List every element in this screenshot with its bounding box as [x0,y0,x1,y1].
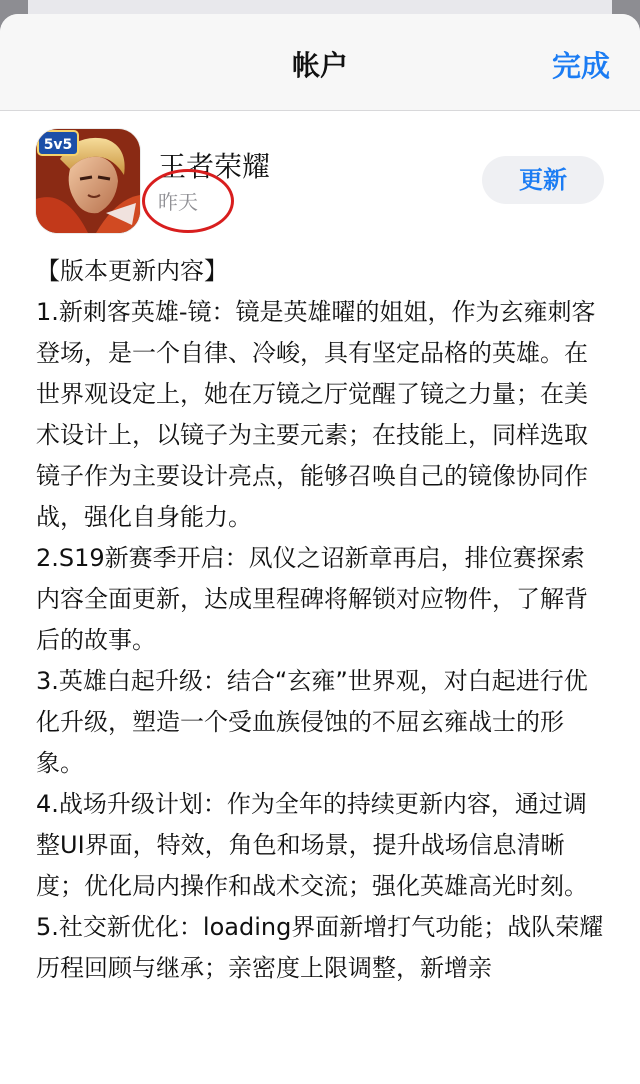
icon-badge-text: 5v5 [43,137,73,153]
app-update-row [0,111,640,251]
release-note-item: 1.新刺客英雄-镜：镜是英雄曜的姐姐，作为玄雍刺客登场，是一个自律、冷峻，具有坚定品格的英雄。在世界观设定上，她在万镜之厅觉醒了镜之力量；在美术设计上，以镜子为主要元素；在技能上，同样选取镜子作为主要设计亮点，能够召唤自己的镜像协同作战，强化自身能力。 [36,298,596,531]
update-button[interactable]: 更新 [482,156,604,204]
page-title: 帐户 [291,49,348,82]
release-note-item: 4.战场升级计划：作为全年的持续更新内容，通过调整UI界面，特效，角色和场景，提升战场信息清晰度；优化局内操作和战术交流；强化英雄高光时刻。 [36,790,588,900]
release-notes [0,251,640,989]
nav-bar [0,14,640,111]
hero-portrait-icon [36,129,140,233]
app-icon[interactable] [36,129,140,233]
release-note-item: 5.社交新优化：loading界面新增打气功能；战队荣耀历程回顾与继承；亲密度上限调整，新增亲 [36,913,604,982]
done-button[interactable]: 完成 [551,49,610,83]
release-note-item: 2.S19新赛季开启：凤仪之诏新章再启，排位赛探索内容全面更新，达成里程碑将解锁对应物件，了解背后的故事。 [36,544,588,654]
release-note-item: 3.英雄白起升级：结合“玄雍”世界观，对白起进行优化升级，塑造一个受血族侵蚀的不屈玄雍战士的形象。 [36,667,588,777]
release-notes-heading: 【版本更新内容】 [36,257,228,285]
app-update-date: 昨天 [158,190,198,214]
app-name: 王者荣耀 [158,150,271,183]
account-sheet [0,14,640,1084]
